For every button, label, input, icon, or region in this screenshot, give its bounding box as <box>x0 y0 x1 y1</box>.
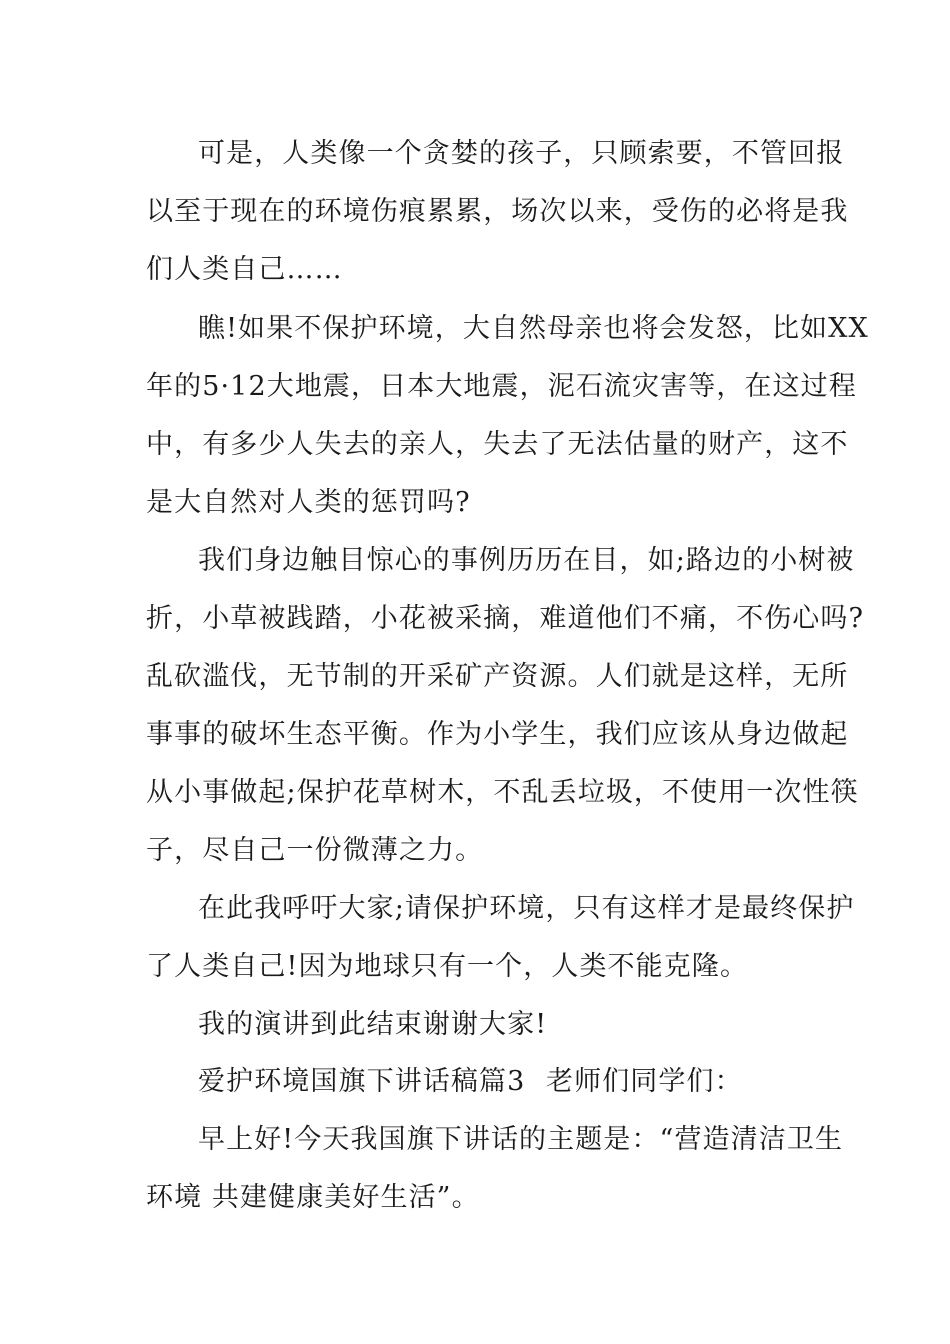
paragraph-line: 折，小草被践踏，小花被采摘，难道他们不痛，不伤心吗? <box>146 603 865 634</box>
paragraph-line: 中，有多少人失去的亲人，失去了无法估量的财产，这不 <box>146 429 849 460</box>
paragraph-line: 是大自然对人类的惩罚吗? <box>146 487 471 518</box>
paragraph-line: 早上好!今天我国旗下讲话的主题是：“营造清洁卫生 <box>198 1124 844 1155</box>
section-title: 爱护环境国旗下讲话稿篇3 <box>198 1066 526 1097</box>
paragraph-line: 了人类自己!因为地球只有一个，人类不能克隆。 <box>146 951 749 982</box>
paragraph-line: 在此我呼吁大家;请保护环境，只有这样才是最终保护 <box>198 893 855 924</box>
paragraph-line: 事事的破坏生态平衡。作为小学生，我们应该从身边做起 <box>146 719 849 750</box>
paragraph-line: 子，尽自己一份微薄之力。 <box>146 835 484 866</box>
paragraph-line: 环境 共建健康美好生活”。 <box>146 1182 480 1213</box>
paragraph-line: 从小事做起;保护花草树木，不乱丢垃圾，不使用一次性筷 <box>146 777 859 808</box>
section-heading-row <box>198 1062 816 1102</box>
paragraph-line: 以至于现在的环境伤痕累累，场次以来，受伤的必将是我 <box>146 196 849 227</box>
paragraph-line: 瞧!如果不保护环境，大自然母亲也将会发怒，比如XX <box>198 313 869 344</box>
paragraph-line: 年的5·12大地震，日本大地震，泥石流灾害等，在这过程 <box>146 371 857 402</box>
closing-line: 我的演讲到此结束谢谢大家! <box>198 1009 548 1040</box>
paragraph-line: 乱砍滥伐，无节制的开采矿产资源。人们就是这样，无所 <box>146 661 849 692</box>
paragraph-line: 可是，人类像一个贪婪的孩子，只顾索要，不管回报 <box>198 138 845 169</box>
salutation: 老师们同学们： <box>546 1066 743 1097</box>
paragraph-line: 我们身边触目惊心的事例历历在目，如;路边的小树被 <box>198 545 855 576</box>
paragraph-line: 们人类自己…… <box>146 254 343 285</box>
